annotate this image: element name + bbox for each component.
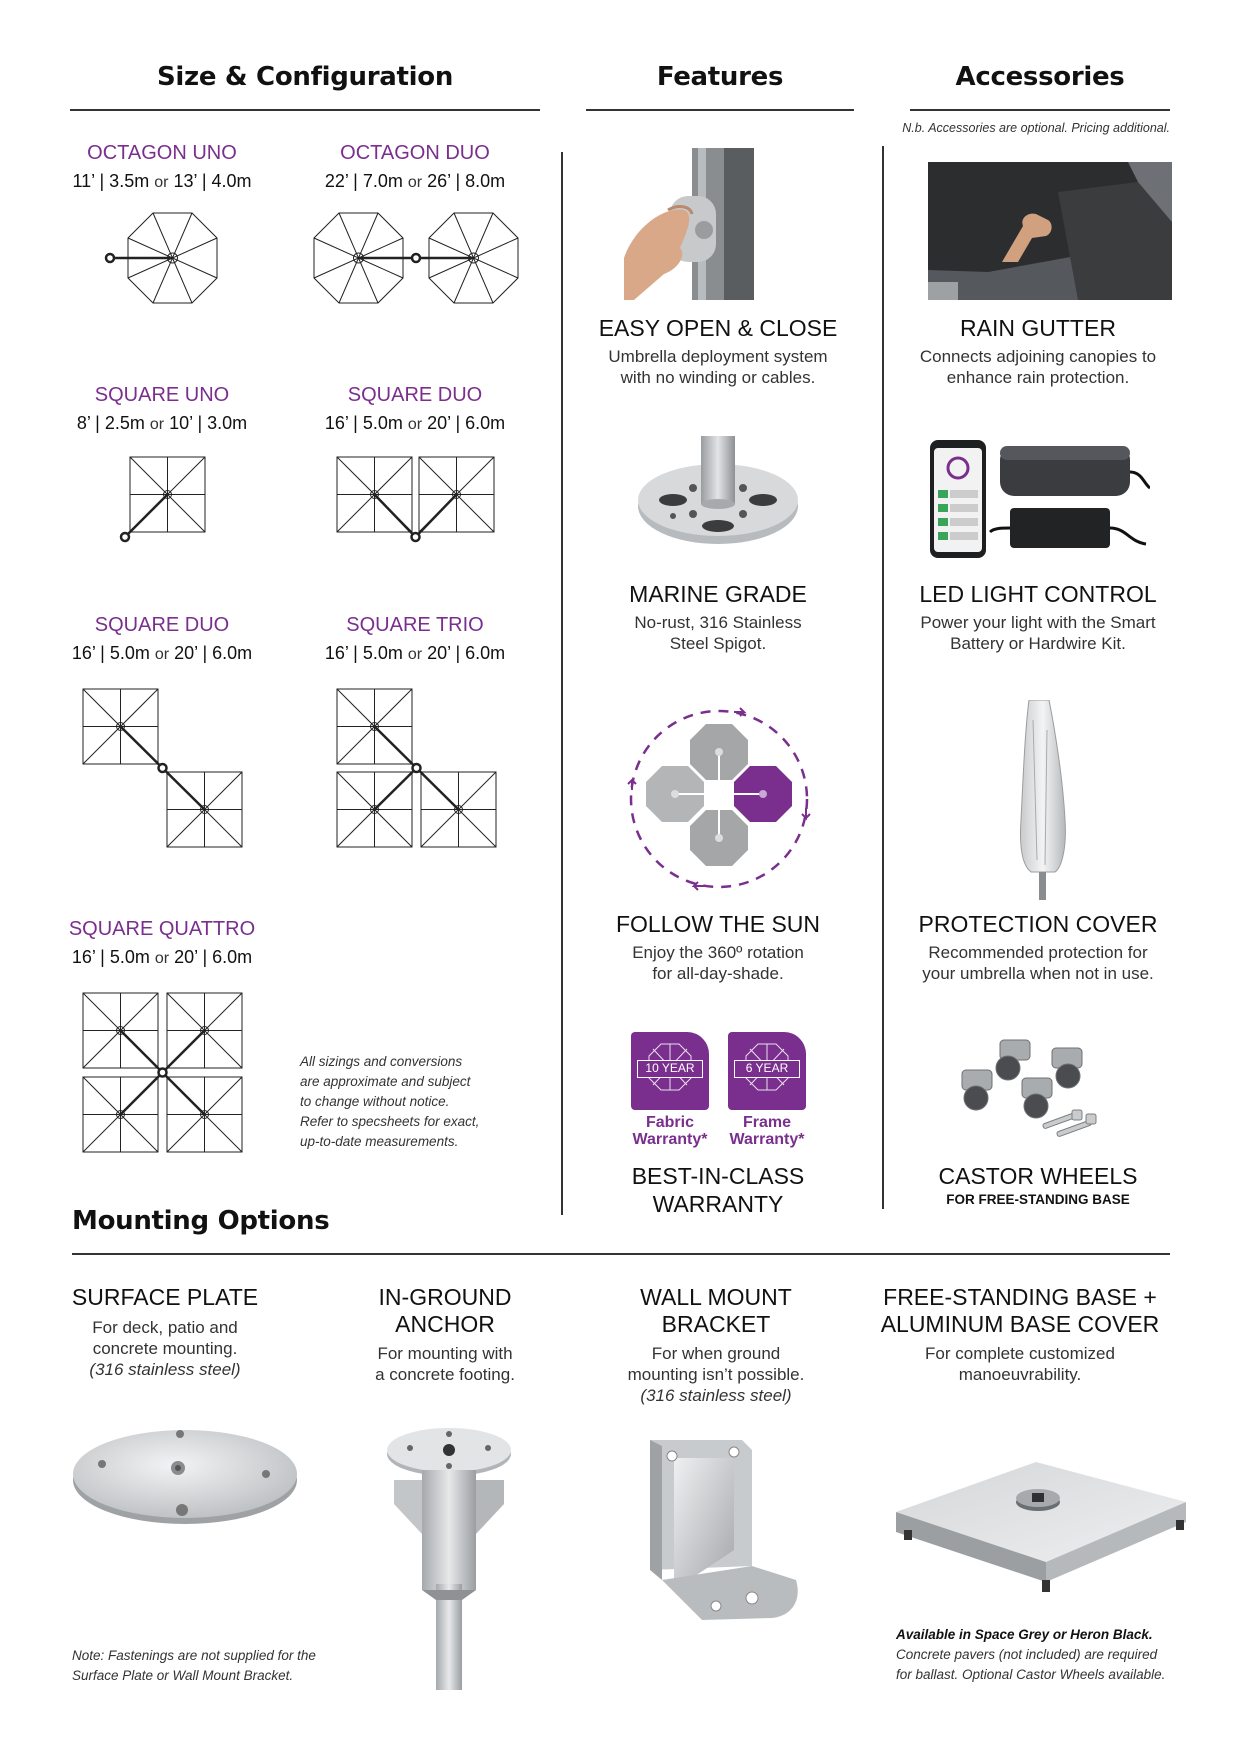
- note-line: Surface Plate or Wall Mount Bracket.: [72, 1668, 294, 1683]
- config-size-octagon-duo: [285, 171, 545, 192]
- label-line: Frame: [742, 1114, 792, 1131]
- feature-desc-follow-the-sun: [568, 942, 868, 984]
- mount-title-in-ground-anchor: [320, 1284, 570, 1338]
- mount-desc-free-standing-base: [870, 1343, 1170, 1385]
- config-size-square-uno: [32, 413, 292, 434]
- desc-line: manoeuvrability.: [958, 1365, 1082, 1384]
- square-uno-diagram: [118, 452, 228, 552]
- desc-line: Recommended protection for: [928, 943, 1148, 962]
- mount-title-surface-plate: [40, 1284, 290, 1311]
- desc-line: Battery or Hardwire Kit.: [950, 634, 1126, 653]
- config-size-square-duo: [285, 413, 545, 434]
- surface-plate-photo: [70, 1418, 300, 1528]
- title-line: BEST-IN-CLASS: [631, 1163, 805, 1189]
- config-name-square-trio: SQUARE TRIO: [346, 614, 484, 636]
- octagon-duo-diagram: [306, 208, 526, 318]
- accessory-desc-led-light-control: [888, 612, 1188, 654]
- label-line: Fabric: [645, 1114, 694, 1131]
- title-line: ALUMINUM BASE COVER: [880, 1311, 1160, 1337]
- fabric-warranty-years: 10 YEAR: [637, 1060, 703, 1078]
- config-name-square-uno: SQUARE UNO: [94, 384, 230, 406]
- accessory-desc-rain-gutter: [888, 346, 1188, 388]
- free-standing-base-photo: [896, 1462, 1186, 1632]
- fastening-note: [72, 1646, 392, 1686]
- size-metric-b: 10’ | 3.0m: [169, 413, 248, 433]
- desc-line: for all-day-shade.: [652, 964, 784, 983]
- desc-line: mounting isn’t possible.: [627, 1365, 805, 1384]
- desc-line: For mounting with: [377, 1344, 513, 1363]
- label-line: Warranty*: [729, 1131, 805, 1148]
- desc-line: For complete customized: [925, 1344, 1115, 1363]
- note-line: Concrete pavers (not included) are required: [896, 1647, 1158, 1662]
- desc-line: concrete mounting.: [92, 1339, 238, 1358]
- rain-gutter-photo: [928, 162, 1172, 300]
- accessory-desc-protection-cover: [888, 942, 1188, 984]
- column-divider-right: [882, 146, 884, 1209]
- size-metric-a: 16’ | 5.0m: [71, 947, 150, 967]
- label-line: Warranty*: [632, 1131, 708, 1148]
- accessories-note: N.b. Accessories are optional. Pricing additional.: [902, 121, 1170, 135]
- mount-desc-in-ground-anchor: [320, 1343, 570, 1385]
- title-line: WARRANTY: [652, 1191, 784, 1217]
- desc-line: Steel Spigot.: [669, 634, 767, 653]
- size-metric-a: 16’ | 5.0m: [324, 413, 403, 433]
- mounting-rule: [72, 1253, 1170, 1255]
- desc-line: No-rust, 316 Stainless: [634, 613, 802, 632]
- mount-title-free-standing-base: [870, 1284, 1170, 1338]
- frame-warranty-years: 6 YEAR: [734, 1060, 800, 1078]
- size-metric-a: 22’ | 7.0m: [324, 171, 403, 191]
- desc-line: Power your light with the Smart: [920, 613, 1156, 632]
- sizing-note-line: to change without notice.: [300, 1094, 450, 1109]
- accessory-title-rain-gutter: RAIN GUTTER: [960, 315, 1116, 341]
- accessories-heading: Accessories: [955, 62, 1125, 92]
- column-divider-left: [561, 152, 563, 1215]
- features-heading: Features: [656, 62, 784, 92]
- feature-title-easy-open: EASY OPEN & CLOSE: [598, 315, 838, 341]
- desc-line: a concrete footing.: [375, 1365, 515, 1384]
- mount-title-wall-mount-bracket: [586, 1284, 846, 1338]
- title-line: BRACKET: [661, 1311, 771, 1337]
- desc-line: Enjoy the 360º rotation: [632, 943, 804, 962]
- accessory-sub-castor-wheels: FOR FREE-STANDING BASE: [946, 1192, 1130, 1207]
- feature-title-marine-grade: MARINE GRADE: [629, 581, 807, 607]
- note-line: Note: Fastenings are not supplied for the: [72, 1648, 316, 1663]
- config-name-square-duo-diagonal: SQUARE DUO: [94, 614, 230, 636]
- accessories-rule: [910, 109, 1170, 111]
- feature-title-follow-the-sun: FOLLOW THE SUN: [615, 911, 821, 937]
- size-or: or: [154, 646, 170, 663]
- note-line-bold: Available in Space Grey or Heron Black.: [896, 1627, 1153, 1642]
- config-name-octagon-duo: OCTAGON DUO: [340, 142, 490, 164]
- mount-desc-wall-mount-bracket: [586, 1343, 846, 1406]
- feature-desc-marine-grade: [568, 612, 868, 654]
- protection-cover-photo: [1003, 700, 1083, 900]
- size-metric-b: 26’ | 8.0m: [427, 171, 506, 191]
- desc-line: For when ground: [651, 1344, 781, 1363]
- note-line: for ballast. Optional Castor Wheels available.: [896, 1667, 1166, 1682]
- desc-line: with no winding or cables.: [620, 368, 816, 387]
- sizing-note-line: are approximate and subject: [300, 1074, 471, 1089]
- wall-mount-bracket-photo: [642, 1440, 802, 1620]
- octagon-uno-diagram: [100, 208, 220, 318]
- mounting-heading: Mounting Options: [72, 1206, 330, 1236]
- desc-material: (316 stainless steel): [89, 1360, 241, 1379]
- marine-grade-spigot-photo: [633, 436, 803, 556]
- config-name-square-quattro: SQUARE QUATTRO: [68, 918, 256, 940]
- size-or: or: [407, 646, 423, 663]
- title-line: SURFACE PLATE: [71, 1284, 259, 1310]
- title-line: FREE-STANDING BASE +: [883, 1284, 1157, 1310]
- square-trio-diagram: [334, 686, 504, 866]
- size-metric-b: 20’ | 6.0m: [427, 413, 506, 433]
- feature-desc-easy-open: [568, 346, 868, 388]
- easy-open-photo: [624, 148, 754, 300]
- size-metric-b: 20’ | 6.0m: [427, 643, 506, 663]
- mount-desc-surface-plate: [40, 1317, 290, 1380]
- title-line: WALL MOUNT: [640, 1284, 792, 1310]
- size-metric-b: 20’ | 6.0m: [174, 947, 253, 967]
- sizing-note: [300, 1052, 520, 1152]
- size-or: or: [154, 174, 169, 191]
- square-duo-diagonal-diagram: [80, 686, 250, 866]
- base-availability-note: [896, 1625, 1196, 1685]
- accessory-title-led-light-control: LED LIGHT CONTROL: [919, 581, 1157, 607]
- config-size-octagon-uno: [32, 171, 292, 192]
- size-config-heading: Size & Configuration: [156, 62, 454, 92]
- desc-line: enhance rain protection.: [946, 368, 1130, 387]
- fabric-warranty-label: [620, 1114, 720, 1148]
- config-size-square-trio: [285, 643, 545, 664]
- size-metric-a: 11’ | 3.5m: [72, 171, 150, 191]
- config-size-square-duo-diagonal: [32, 643, 292, 664]
- title-line: ANCHOR: [395, 1311, 495, 1337]
- square-duo-diagram: [334, 452, 504, 552]
- size-metric-b: 13’ | 4.0m: [173, 171, 252, 191]
- desc-line: Umbrella deployment system: [608, 347, 828, 366]
- config-name-octagon-uno: OCTAGON UNO: [87, 142, 237, 164]
- accessory-title-castor-wheels: CASTOR WHEELS: [938, 1163, 1138, 1189]
- sizing-note-line: up-to-date measurements.: [300, 1134, 459, 1149]
- config-name-square-duo: SQUARE DUO: [347, 384, 483, 406]
- in-ground-anchor-photo: [384, 1424, 514, 1694]
- desc-line: your umbrella when not in use.: [922, 964, 1154, 983]
- size-config-rule: [70, 109, 540, 111]
- led-light-control-photo: [930, 432, 1150, 562]
- size-metric-a: 16’ | 5.0m: [324, 643, 403, 663]
- feature-title-warranty: [568, 1162, 868, 1218]
- sizing-note-line: Refer to specsheets for exact,: [300, 1114, 480, 1129]
- sizing-note-line: All sizings and conversions: [300, 1054, 463, 1069]
- fabric-warranty-badge-icon: [631, 1032, 709, 1110]
- size-metric-a: 16’ | 5.0m: [71, 643, 150, 663]
- desc-line: For deck, patio and: [92, 1318, 238, 1337]
- size-metric-a: 8’ | 2.5m: [76, 413, 145, 433]
- size-metric-b: 20’ | 6.0m: [174, 643, 253, 663]
- config-size-square-quattro: [32, 947, 292, 968]
- square-quattro-diagram: [80, 990, 250, 1160]
- desc-line: Connects adjoining canopies to: [919, 347, 1157, 366]
- size-or: or: [149, 416, 165, 433]
- frame-warranty-label: [717, 1114, 817, 1148]
- size-or: or: [154, 950, 170, 967]
- size-or: or: [407, 174, 423, 191]
- desc-material: (316 stainless steel): [640, 1386, 792, 1405]
- title-line: IN-GROUND: [378, 1284, 512, 1310]
- follow-the-sun-rotation-graphic: [624, 704, 814, 894]
- features-rule: [586, 109, 854, 111]
- size-or: or: [407, 416, 423, 433]
- castor-wheels-photo: [956, 1034, 1116, 1144]
- accessory-title-protection-cover: PROTECTION COVER: [918, 911, 1158, 937]
- frame-warranty-badge-icon: [728, 1032, 806, 1110]
